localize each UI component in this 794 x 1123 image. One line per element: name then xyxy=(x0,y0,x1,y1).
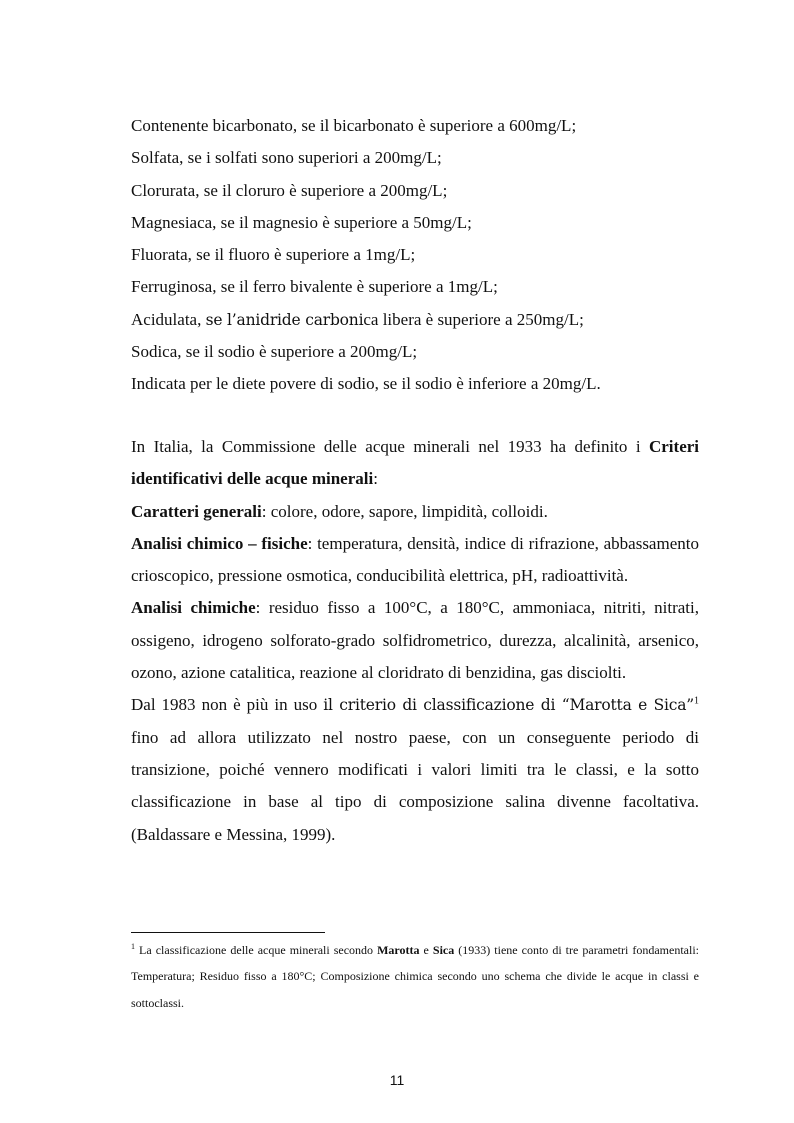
physchem-text: : temperatura, densità, indice di rifrazione, abbassamento crioscopico, pressione osmotica, conducibilità elettrica, pH, radioattività. xyxy=(131,533,699,586)
chemical-heading: Analisi chimiche xyxy=(131,598,256,618)
list-item: Magnesiaca, se il magnesio è superiore a 50mg/L; xyxy=(131,212,472,232)
footnote-text: e xyxy=(419,943,433,957)
list-item: Solfata, se i solfati sono superiori a 200mg/L; xyxy=(131,148,442,168)
general-text: : colore, odore, sapore, limpidità, colloidi. xyxy=(261,501,548,521)
physchem-heading: Analisi chimico – fisiche xyxy=(131,533,308,553)
criteria-heading: Criteri identificativi delle acque minerali xyxy=(131,437,700,489)
body-text xyxy=(131,431,699,851)
general-heading: Caratteri generali xyxy=(131,501,262,521)
list-item: Clorurata, se il cloruro è superiore a 200mg/L; xyxy=(131,180,448,200)
list-item: Contenente bicarbonato, se il bicarbonato è superiore a 600mg/L; xyxy=(131,116,577,135)
criteria-colon: : xyxy=(373,469,378,489)
page-number: 11 xyxy=(389,1072,405,1088)
intro-text: In Italia, la Commissione delle acque minerali nel 1933 ha definito i xyxy=(131,437,641,456)
footnote-text: (1933) tiene conto di tre parametri fondamentali: Temperatura; Residuo fisso a 180°C; Composizione chimica secondo uno schema che divide le acque in classi e sottoclassi. xyxy=(131,943,700,1010)
footnote-reference: 1 xyxy=(694,695,700,707)
history-text: fino ad allora utilizzato nel nostro paese, con un conseguente periodo di transizione, poiché vennero modificati i valori limiti tra le classi, e la sotto classificazione in base al tipo di composizione salina divenne facoltativa. xyxy=(131,727,699,812)
footnote xyxy=(131,937,699,1016)
list-item: Sodica, se il sodio è superiore a 200mg/L; xyxy=(131,342,418,362)
list-item: Ferruginosa, se il ferro bivalente è superiore a 1mg/L; xyxy=(131,277,498,297)
footnote-text: La classificazione delle acque minerali secondo xyxy=(135,943,378,957)
list-item-text: ca libera è superiore a 250mg/L; xyxy=(363,309,584,329)
list-item: Indicata per le diete povere di sodio, se il sodio è inferiore a 20mg/L. xyxy=(131,374,601,394)
footnote-author: Marotta xyxy=(377,943,420,957)
paragraph-general xyxy=(131,496,699,528)
list-item: Fluorata, se il fluoro è superiore a 1mg/L; xyxy=(131,245,416,265)
footnote-author: Sica xyxy=(432,943,455,957)
paragraph-chemical xyxy=(131,592,699,689)
history-text: Dal 1983 non è più in uso xyxy=(131,695,324,715)
list-item-text-alt-font: se l’anidride carboni xyxy=(205,310,364,329)
list-item xyxy=(131,304,701,336)
footnote-marker: 1 xyxy=(131,942,135,951)
paragraph-physchem xyxy=(131,528,699,593)
paragraph-citation: (Baldassare e Messina, 1999). xyxy=(131,824,336,844)
history-text-alt-font: il criterio di classificazione di “Marotta e Sica” xyxy=(323,696,695,715)
chemical-text: : residuo fisso a 100°C, a 180°C, ammoniaca, nitriti, nitrati, ossigeno, idrogeno solforato-grado solfidrometrico, durezza, alcalinità, arsenico, ozono, azione catalitica, reazione al cloridrato di benzidina, gas disciolti. xyxy=(131,598,700,683)
classification-list xyxy=(131,110,701,401)
footnote-separator xyxy=(131,932,325,933)
list-item-text: Acidulata, xyxy=(131,309,206,329)
paragraph-intro xyxy=(131,431,699,496)
paragraph-history xyxy=(131,689,699,818)
